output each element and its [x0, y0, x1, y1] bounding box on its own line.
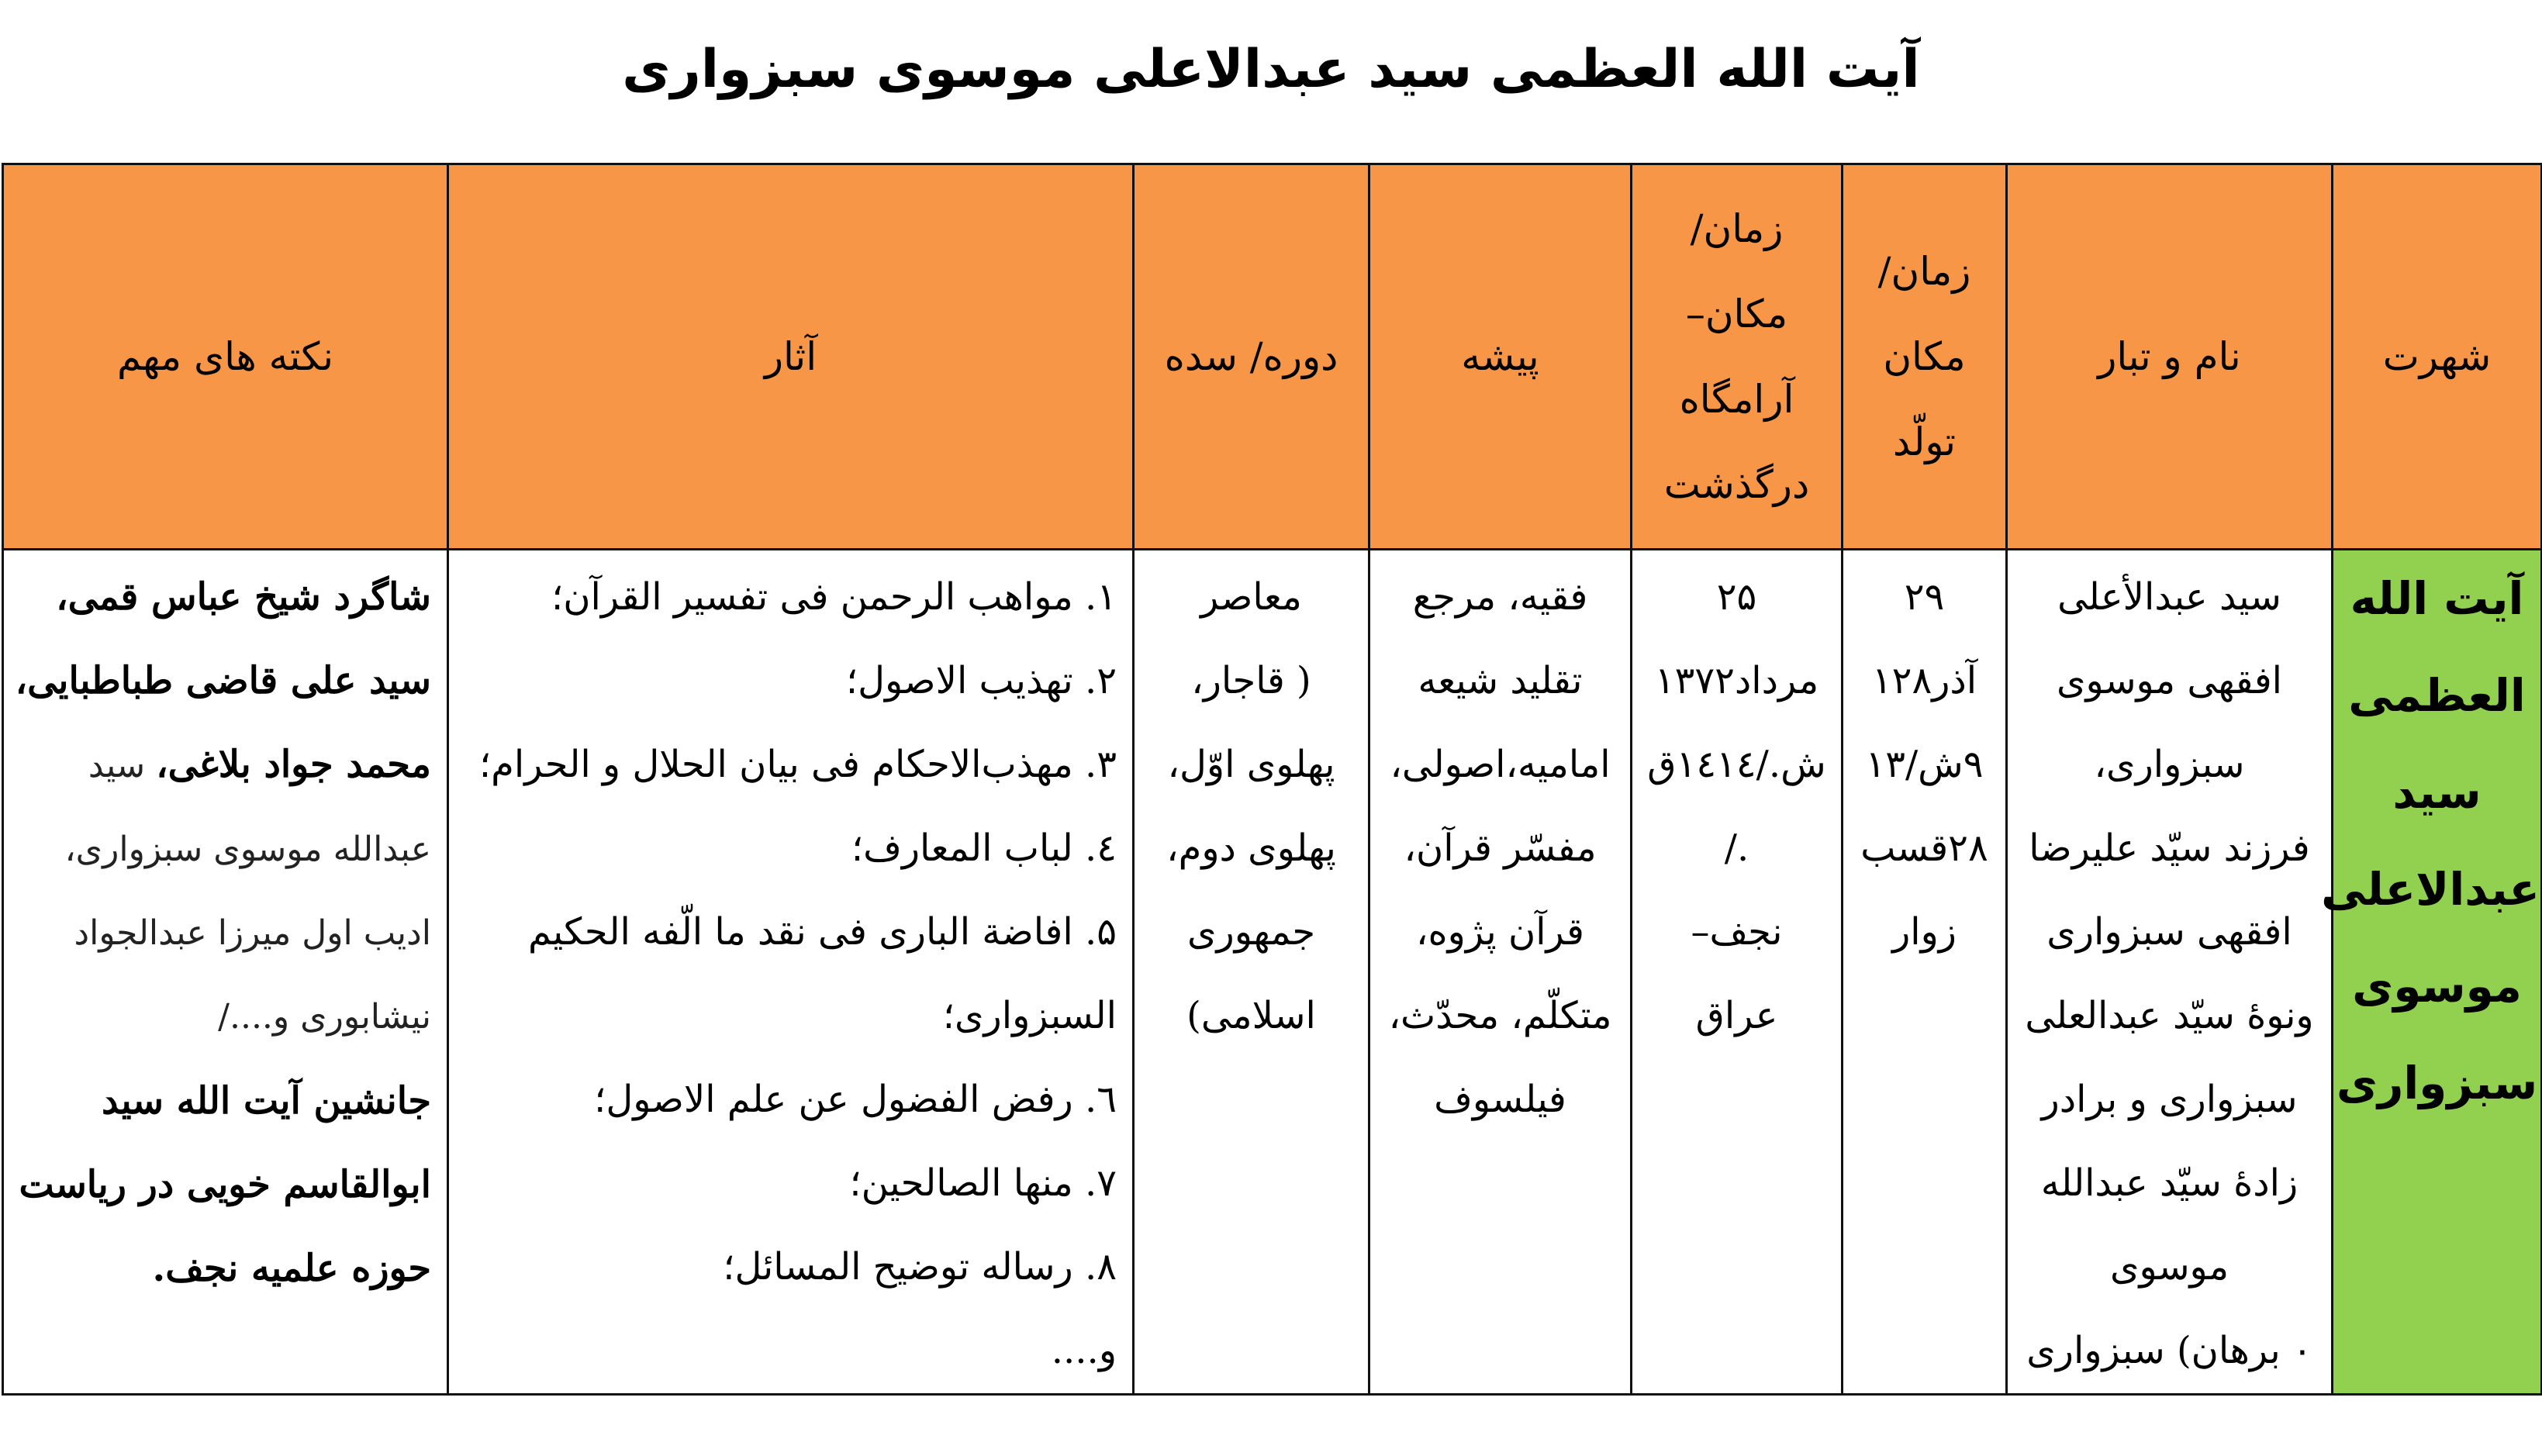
table-row: [3, 550, 2542, 1395]
cell-period: معاصر ( قاجار، پهلوی اوّل، پهلوی دوم، جمهوری اسلامی): [1134, 550, 1369, 1395]
list-item: ٤. لباب المعارف؛: [851, 826, 1117, 870]
biography-table: [2, 163, 2542, 1396]
header-profession: پیشه: [1369, 164, 1632, 550]
header-notes: نکته های مهم: [3, 164, 448, 550]
header-name: نام و تبار: [2007, 164, 2333, 550]
cell-death: ۲۵ مرداد۱۳۷۲ ش./۱٤۱٤ق ./ نجف– عراق: [1632, 550, 1843, 1395]
list-item: ٦. رفض الفضول عن علم الاصول؛: [594, 1078, 1117, 1121]
header-birth: زمان/ مکان تولّد: [1843, 164, 2007, 550]
header-works: آثار: [448, 164, 1134, 550]
header-fame: شهرت: [2333, 164, 2542, 550]
list-item: ۸. رساله توضیح المسائل؛: [723, 1245, 1117, 1289]
list-item: ۱. مواهب الرحمن فی تفسیر القرآن؛: [551, 575, 1117, 619]
cell-birth: ۲۹ آذر۱۲۸ ۹ش/۱۳ ۲۸قسب زوار: [1843, 550, 2007, 1395]
header-row: [3, 164, 2542, 550]
cell-works: [448, 550, 1134, 1395]
cell-fame: آیت الله العظمی سید عبدالاعلی موسوی سبزواری: [2333, 550, 2542, 1395]
cell-notes: شاگرد شیخ عباس قمی، سید علی قاضی طباطبایی، محمد جواد بلاغی، سید عبدالله موسوی سبزواری، ادیب اول میرزا عبدالجواد نیشابوری و..../ جانشین آیت الله سید ابوالقاسم خویی در ریاست حوزه علمیه نجف.: [3, 550, 448, 1395]
list-item: ۲. تهذیب الاصول؛: [845, 659, 1117, 702]
list-item: ۵. افاضة الباری فی نقد ما الّفه الحکیم: [527, 910, 1117, 954]
header-death: زمان/ مکان– آرامگاه درگذشت: [1632, 164, 1843, 550]
cell-profession: فقیه، مرجع تقلید شیعه امامیه،اصولی، مفسّر قرآن، قرآن پژوه، متکلّم، محدّث، فیلسوف: [1369, 550, 1632, 1395]
header-period: دوره/ سده: [1134, 164, 1369, 550]
page-title: آیت الله العظمی سید عبدالاعلی موسوی سبزواری: [622, 39, 1920, 100]
cell-name: سید عبدالأعلی افقهی موسوی سبزواری، فرزند سیّد علیرضا افقهی سبزواری ونوۀ سیّد عبدالعلی سبزواری و برادر زادۀ سیّد عبدالله موسوی ۰ برهان) سبزواری: [2007, 550, 2333, 1395]
list-item: ۳. مهذب‌الاحکام فی بیان الحلال و الحرام؛: [478, 743, 1117, 786]
list-item: ۷. منها الصالحین؛: [849, 1161, 1117, 1205]
list-item: و....: [1051, 1329, 1117, 1372]
list-item: السبزواری؛: [942, 994, 1117, 1037]
